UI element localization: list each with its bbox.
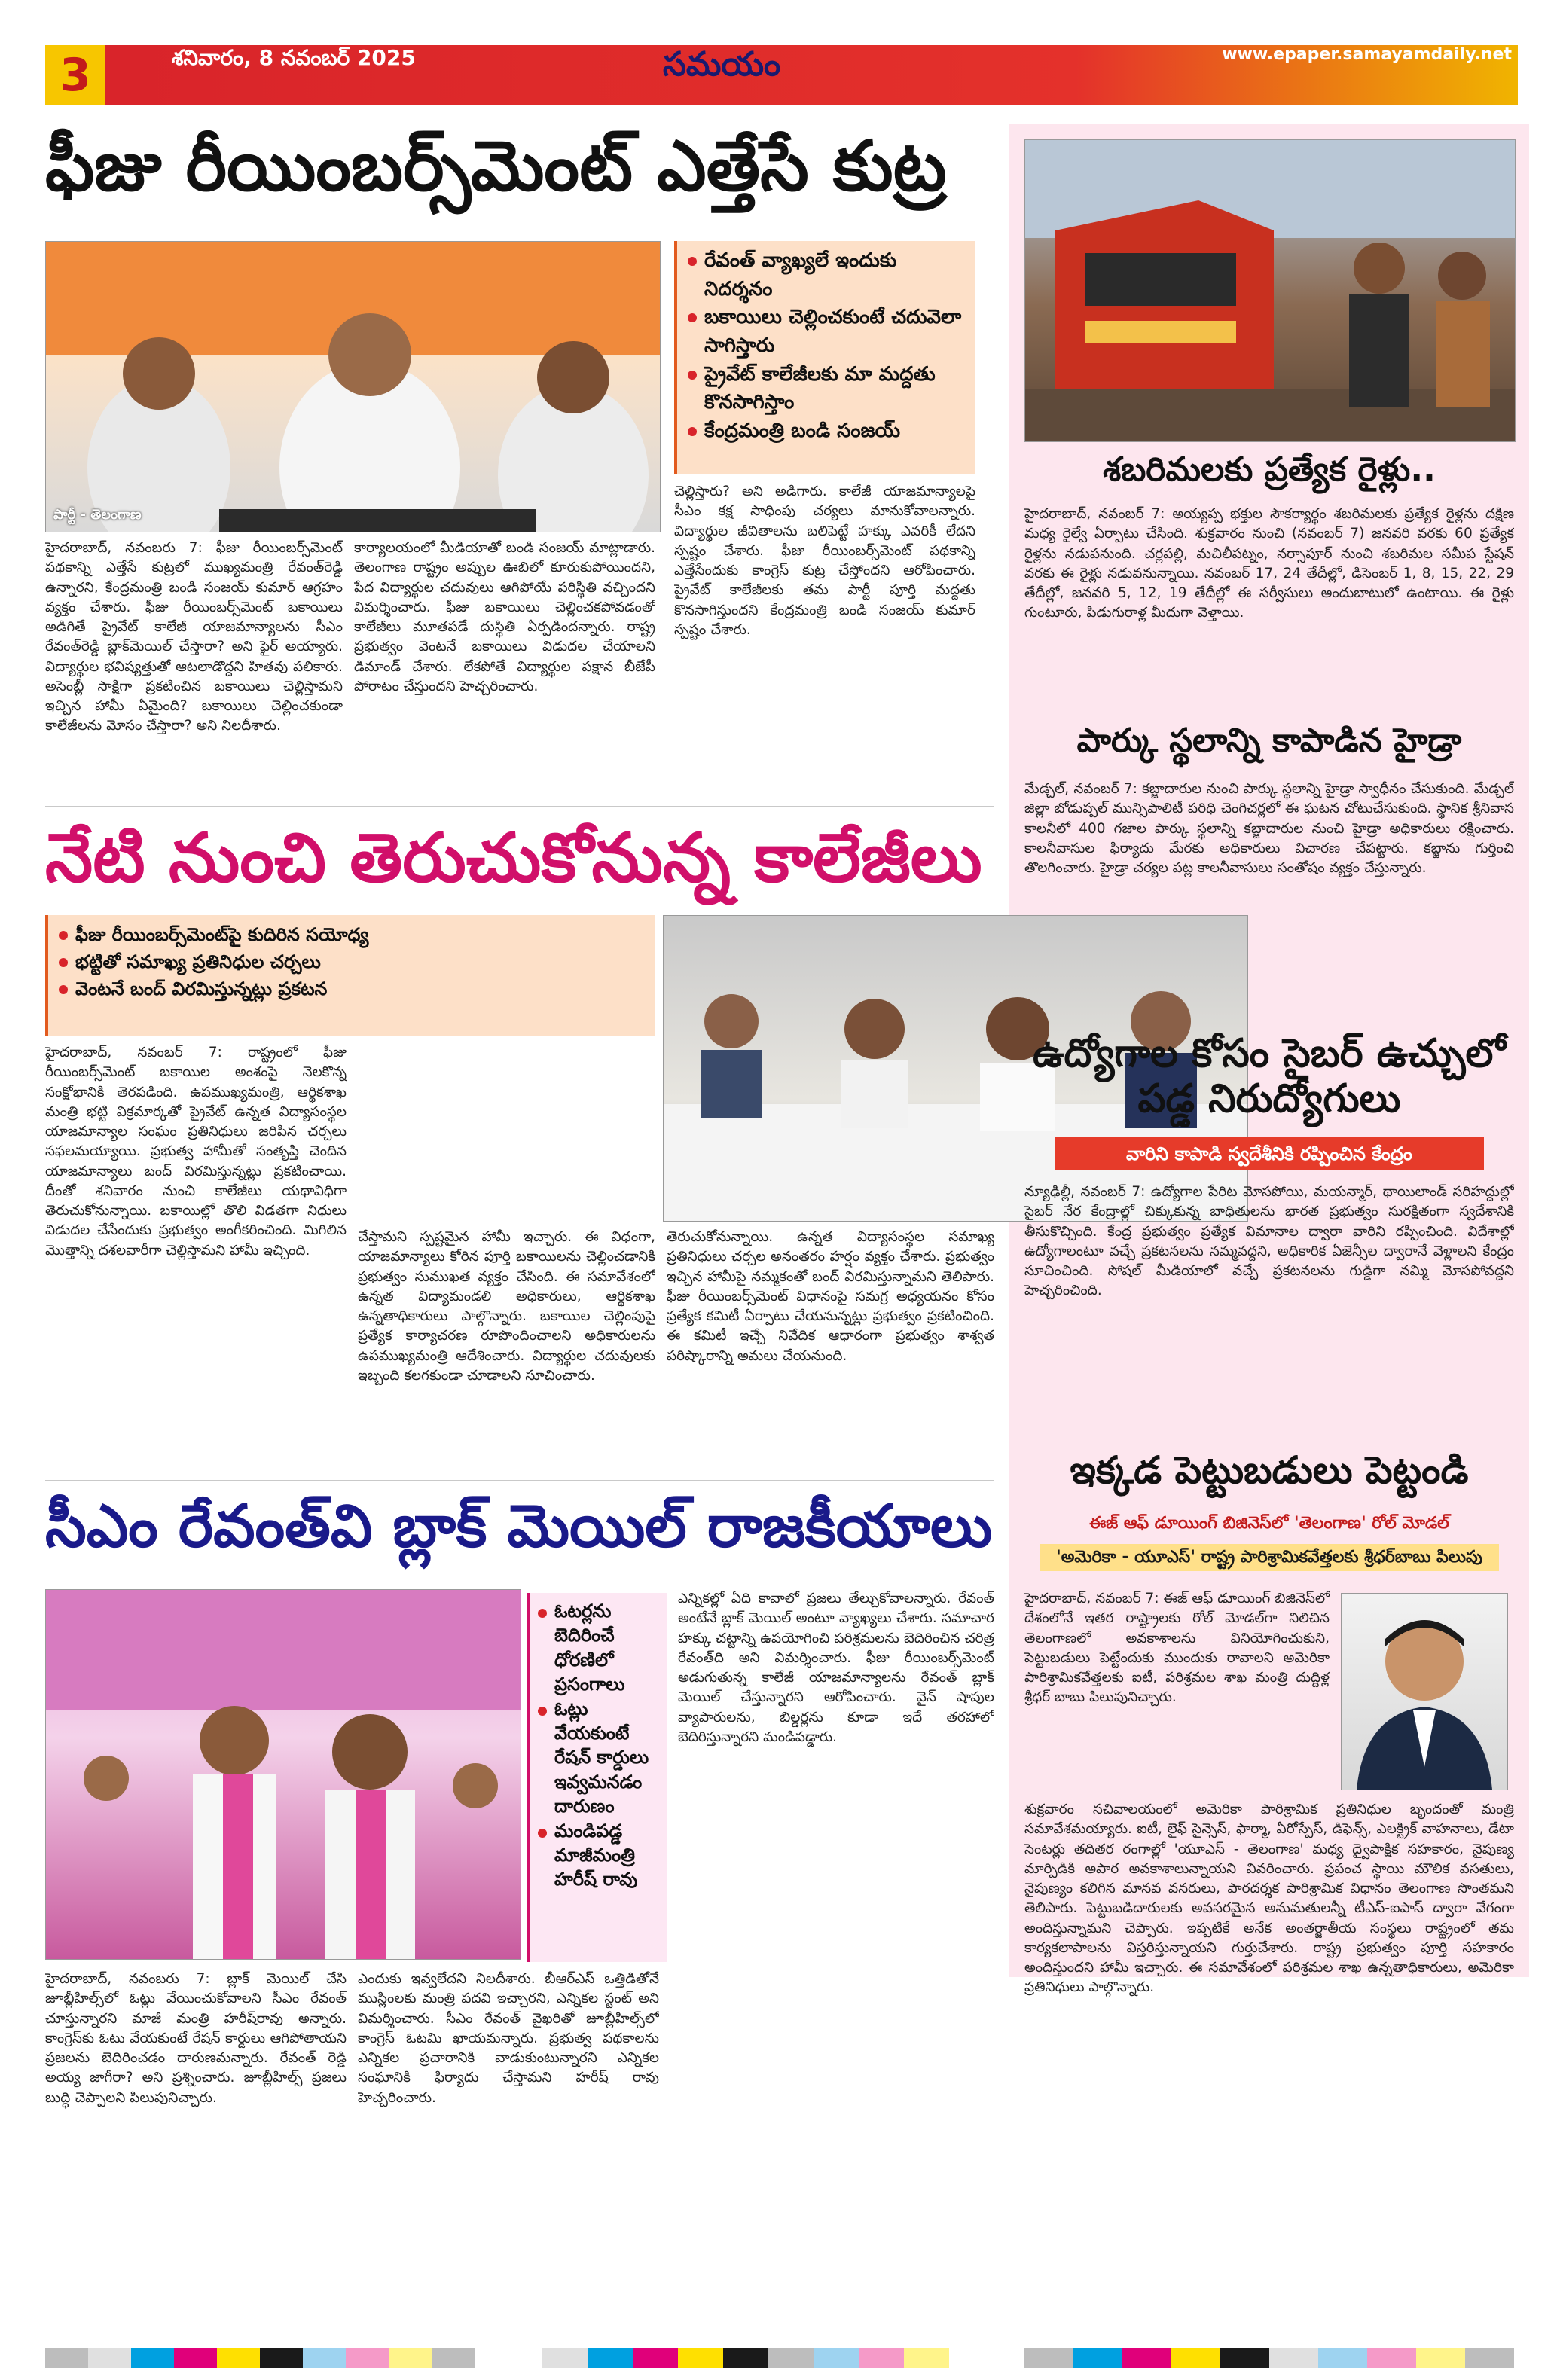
story1-text-col2: కార్యాలయంలో మీడియాతో బండి సంజయ్ మాట్లాడారు. తెలంగాణ రాష్ట్రం అప్పుల ఊబిలో కూరుకుపోయిందని, పేద విద్యార్థుల చదువులు ఆగిపోయే పరిస్థితి వచ్చిందని విమర్శించారు. ఫీజు బకాయిలు చెల్లించకపోవడంతో కాలేజీలు మూతపడే దుస్థితి ఏర్పడిందన్నారు. రాష్ట్ర ప్రభుత్వం వెంటనే బకాయిలు విడుదల చేయాలని డిమాండ్ చేశారు. లేకపోతే విద్యార్థుల పక్షాన బీజేపీ పోరాటం చేస్తుందని హెచ్చరించారు. xyxy=(354,540,655,694)
story4-text: హైదరాబాద్, నవంబర్ 7: అయ్యప్ప భక్తుల సౌకర్యార్థం శబరిమలకు ప్రత్యేక రైళ్లను దక్షిణ మధ్య రైల్వే ఏర్పాటు చేసింది. శుక్రవారం నుంచి (నవంబర్ 7) జనవరి వరకు 60 ప్రత్యేక రైళ్లను నడుపనుంది. చర్లపల్లి, మచిలీపట్నం, నర్సాపూర్ నుంచి శబరిమల సమీప స్టేషన్ వరకు ఈ రైళ్లు నడువనున్నాయి. నవంబర్ 17, 24 తేదీల్లో, డిసెంబర్ 1, 8, 15, 22, 29 తేదీల్లో, జనవరి 5, 12, 19 తేదీల్లో ఈ సర్వీసులు అందుబాటులో ఉంటాయి. ఈ రైళ్లు గుంటూరు, పిడుగురాళ్ల మీదుగా వెళ్తాయి. xyxy=(1024,506,1514,621)
story1-headline: ఫీజు రీయింబర్స్‌మెంట్ ఎత్తేసే కుట్ర xyxy=(45,126,947,206)
highlight-item: మండిపడ్డ మాజీమంత్రి హరీష్ రావు xyxy=(538,1819,659,1892)
divider xyxy=(45,806,994,807)
story7-text-top: హైదరాబాద్, నవంబర్ 7: ఈజ్ ఆఫ్ డూయింగ్ బిజినెస్‌లో దేశంలోనే ఇతర రాష్ట్రాలకు రోల్ మోడల్‌గా నిలిచిన తెలంగాణలో అవకాశాలను వినియోగించుకుని, పెట్టుబడులు పెట్టేందుకు ముందుకు రావాలని అమెరికా పారిశ్రామికవేత్తలకు ఐటీ, పరిశ్రమల శాఖ మంత్రి దుద్దిళ్ల శ్రీధర్ బాబు పిలుపునిచ్చారు. xyxy=(1024,1591,1330,1706)
story3-text-col1: హైదరాబాద్, నవంబరు 7: బ్లాక్ మెయిల్ చేసి జూబ్లీహిల్స్‌లో ఓట్లు వేయించుకోవాలని సీఎం రేవంత్ చూస్తున్నారని మాజీ మంత్రి హరీష్‌రావు అన్నారు. కాంగ్రెస్‌కు ఓటు వేయకుంటే రేషన్ కార్డులు ఆగిపోతాయని ప్రజలను బెదిరించడం దారుణమన్నారు. రేవంత్ రెడ్డి అయ్య జాగీరా? అని ప్రశ్నించారు. జూబ్లీహిల్స్ ప్రజలు బుద్ధి చెప్పాలని పిలుపునిచ్చారు. xyxy=(45,1971,347,2106)
story1-text-col1: హైదరాబాద్, నవంబరు 7: ఫీజు రీయింబర్స్‌మెంట్ పథకాన్ని ఎత్తేసే కుట్రలో ముఖ్యమంత్రి రేవంత్‌రెడ్డి ఉన్నారని, కేంద్రమంత్రి బండి సంజయ్ కుమార్ ఆగ్రహం వ్యక్తం చేశారు. ఫీజు రీయింబర్స్‌మెంట్ బకాయిలు అడిగితే ప్రైవేట్ కాలేజీ యాజమాన్యాలను సీఎం రేవంత్‌రెడ్డి బ్లాక్‌మెయిల్ చేస్తారా? అని ఫైర్ అయ్యారు. విద్యార్థుల భవిష్యత్తుతో ఆటలాడొద్దని హితవు పలికారు. అసెంబ్లీ సాక్షిగా ప్రకటించిన బకాయిలు చెల్లిస్తామని ఇచ్చిన హామీ ఏమైంది? బకాయిలు చెల్లించకుండా కాలేజీలను మోసం చేస్తారా? అని నిలదీశారు. xyxy=(45,540,343,734)
story3-headline: సీఎం రేవంత్‌వి బ్లాక్ మెయిల్ రాజకీయాలు xyxy=(45,1493,993,1561)
highlight-item: ప్రైవేట్ కాలేజీలకు మా మద్దతు కొనసాగిస్తాం xyxy=(688,361,965,417)
highlight-item: బకాయిలు చెల్లించకుంటే చదువెలా సాగిస్తారు xyxy=(688,304,965,360)
story5-headline: పార్కు స్థలాన్ని కాపాడిన హైడ్రా xyxy=(1076,722,1462,760)
issue-date: శనివారం, 8 నవంబర్ 2025 xyxy=(172,45,416,70)
story4-photo xyxy=(1024,139,1516,442)
highlight-item: కేంద్రమంత్రి బండి సంజయ్ xyxy=(688,417,965,446)
minister-portrait xyxy=(1342,1594,1507,1790)
highlight-item: ఓట్లు వేయకుంటే రేషన్ కార్డులు ఇవ్వమనడం దారుణం xyxy=(538,1697,659,1819)
story7-headline: ఇక్కడ పెట్టుబడులు పెట్టండి xyxy=(1070,1448,1469,1492)
highlight-item: రేవంత్ వ్యాఖ్యలే ఇందుకు నిదర్శనం xyxy=(688,247,965,304)
story7-photo xyxy=(1341,1593,1508,1790)
story6-text: న్యూఢిల్లీ, నవంబర్ 7: ఉద్యోగాల పేరిట మోసపోయి, మయన్మార్, థాయిలాండ్ సరిహద్దుల్లో సైబర్ నేర కేంద్రాల్లో చిక్కుకున్న బాధితులను భారత ప్రభుత్వం సురక్షితంగా స్వదేశానికి తీసుకొచ్చింది. కేంద్ర ప్రభుత్వం ప్రత్యేక విమానాల ద్వారా వారిని రప్పించింది. విదేశాల్లో ఉద్యోగాలంటూ వచ్చే ప్రకటనలను నమ్మవద్దని, అధికారిక ఏజెన్సీల ద్వారానే వెళ్లాలని కేంద్రం సూచించింది. సోషల్ మీడియాలో వచ్చే ప్రకటనలను గుడ్డిగా నమ్మి మోసపోవద్దని హెచ్చరించింది. xyxy=(1024,1184,1514,1299)
highlight-item: భట్టితో సమాఖ్య ప్రతినిధుల చర్చలు xyxy=(59,948,645,975)
story6-headline: ఉద్యోగాల కోసం సైబర్ ఉచ్చులో పడ్డ నిరుద్యోగులు xyxy=(1032,1031,1507,1121)
newspaper-brand: సమయం xyxy=(663,45,781,84)
story2-text-col1: హైదరాబాద్, నవంబర్ 7: రాష్ట్రంలో ఫీజు రీయింబర్స్‌మెంట్ బకాయిల అంశంపై నెలకొన్న సంక్షోభానికి తెరపడింది. ఉపముఖ్యమంత్రి, ఆర్థికశాఖ మంత్రి భట్టి విక్రమార్కతో ప్రైవేట్ ఉన్నత విద్యాసంస్థల యాజమాన్యాల సంఘం ప్రతినిధులు జరిపిన చర్చలు సఫలమయ్యాయి. ప్రభుత్వ హామీతో సంతృప్తి చెందిన యాజమాన్యాలు బంద్ విరమిస్తున్నట్లు ప్రకటించాయి. దీంతో శనివారం నుంచి కాలేజీలు యథావిధిగా తెరుచుకోనున్నాయి. బకాయిల్లో తొలి విడతగా నిధులు విడుదల చేసేందుకు ప్రభుత్వం అంగీకరించింది. మిగిలిన మొత్తాన్ని దశలవారీగా చెల్లిస్తామని హామీ ఇచ్చింది. xyxy=(45,1045,347,1259)
color-registration-bar xyxy=(542,2348,949,2368)
story6-subheadline: వారిని కాపాడి స్వదేశీనికి రప్పించిన కేంద్రం xyxy=(1055,1137,1484,1170)
story3-photo xyxy=(45,1589,521,1960)
story3-text-right: ఎన్నికల్లో ఏది కావాలో ప్రజలు తేల్చుకోవాలన్నారు. రేవంత్ అంటేనే బ్లాక్ మెయిల్ అంటూ వ్యాఖ్యలు చేశారు. సమాచార హక్కు చట్టాన్ని ఉపయోగించి పరిశ్రమలను బెదిరించిన చరిత్ర రేవంత్‌ది అని విమర్శించారు. ఫీజు రీయింబర్స్‌మెంట్ అడుగుతున్న కాలేజీ యాజమాన్యాలను రేవంత్ బ్లాక్ మెయిల్ చేస్తున్నారని ఆరోపించారు. వైన్ షాపుల వ్యాపారులను, బిల్డర్లను కూడా ఇదే తరహాలో బెదిరిస్తున్నారని మండిపడ్డారు. xyxy=(678,1591,994,1745)
story2-text-col2: చేస్తామని స్పష్టమైన హామీ ఇచ్చారు. ఈ విధంగా, యాజమాన్యాలు కోరిన పూర్తి బకాయిలను చెల్లించడానికి ప్రభుత్వం సుముఖత వ్యక్తం చేసింది. ఈ సమావేశంలో ఉన్నత విద్యామండలి అధికారులు, ఆర్థికశాఖ ఉన్నతాధికారులు పాల్గొన్నారు. బకాయిల చెల్లింపుపై ప్రత్యేక కార్యాచరణ రూపొందించాలని అధికారులను ఉపముఖ్యమంత్రి ఆదేశించారు. విద్యార్థుల చదువులకు ఇబ్బంది కలగకుండా చూడాలని సూచించారు. xyxy=(358,1229,655,1384)
story5-text: మేడ్చల్, నవంబర్ 7: కబ్జాదారుల నుంచి పార్కు స్థలాన్ని హైడ్రా స్వాధీనం చేసుకుంది. మేడ్చల్ జిల్లా బోడుప్పల్ మున్సిపాలిటీ పరిధి చెంగిచర్లలో ఈ ఘటన చోటుచేసుకుంది. స్థానిక శ్రీనివాస కాలనీలో 400 గజాల పార్కు స్థలాన్ని కబ్జాదారుల నుంచి హైడ్రా అధికారులు రక్షించారు. కాలనీవాసుల ఫిర్యాదు మేరకు అధికారులు విచారణ చేపట్టారు. కబ్జాను గుర్తించి తొలగించారు. హైడ్రా చర్యల పట్ల కాలనీవాసులు సంతోషం వ్యక్తం చేస్తున్నారు. xyxy=(1024,781,1514,877)
story4-headline: శబరిమలకు ప్రత్యేక రైళ్లు.. xyxy=(1103,450,1436,489)
story3-text-col2: ఎందుకు ఇవ్వలేదని నిలదీశారు. బీఆర్‌ఎస్ ఒత్తిడితోనే ముస్లింలకు మంత్రి పదవి ఇచ్చారని, ఎన్నికల స్టంట్ అని విమర్శించారు. సీఎం రేవంత్ వైఖరితో జూబ్లీహిల్స్‌లో కాంగ్రెస్ ఓటమి ఖాయమన్నారు. ప్రభుత్వ పథకాలను ఎన్నికల ప్రచారానికి వాడుకుంటున్నారని ఎన్నికల సంఘానికి ఫిర్యాదు చేస్తామని హరీష్ రావు హెచ్చరించారు. xyxy=(358,1971,659,2106)
story3-highlights xyxy=(527,1593,667,1962)
story7-text-bottom: శుక్రవారం సచివాలయంలో అమెరికా పారిశ్రామిక ప్రతినిధుల బృందంతో మంత్రి సమావేశమయ్యారు. ఐటీ, లైఫ్ సైన్సెస్, ఫార్మా, ఏరోస్పేస్, డిఫెన్స్, ఎలక్ట్రిక్ వాహనాలు, డేటా సెంటర్లు తదితర రంగాల్లో 'యూఎస్ - తెలంగాణ' మధ్య ద్వైపాక్షిక సహకారం, నైపుణ్య మార్పిడికి అపార అవకాశాలున్నాయని వివరించారు. ప్రపంచ స్థాయి మౌలిక వసతులు, నైపుణ్యం కలిగిన మానవ వనరులు, పారదర్శక పారిశ్రామిక విధానం తెలంగాణ సొంతమని తెలిపారు. పెట్టుబడిదారులకు అవసరమైన అనుమతులన్నీ టీఎస్-ఐపాస్ ద్వారా వేగంగా అందిస్తున్నామని చెప్పారు. ఇప్పటికే అనేక అంతర్జాతీయ సంస్థలు రాష్ట్రంలో తమ కార్యకలాపాలను విస్తరిస్తున్నాయని గుర్తుచేశారు. రాష్ట్ర ప్రభుత్వం పూర్తి సహకారం అందిస్తుందని హామీ ఇచ్చారు. ఈ సమావేశంలో పరిశ్రమల శాఖ ఉన్నతాధికారులు, అమెరికా ప్రతినిధులు పాల్గొన్నారు. xyxy=(1024,1802,1514,1996)
divider xyxy=(45,1480,994,1481)
story1-text-col3: చెల్లిస్తారు? అని అడిగారు. కాలేజీ యాజమాన్యాలపై సీఎం కక్ష సాధింపు చర్యలు మానుకోవాలన్నారు. విద్యార్థుల జీవితాలను బలిపెట్టే హక్కు ఎవరికీ లేదని స్పష్టం చేశారు. ఫీజు రీయింబర్స్‌మెంట్ పథకాన్ని ఎత్తేసేందుకు కాంగ్రెస్ కుట్ర చేస్తోందని ఆరోపించారు. ప్రైవేట్ కాలేజీలకు తమ పార్టీ పూర్తి మద్దతు కొనసాగిస్తుందని కేంద్రమంత్రి బండి సంజయ్ కుమార్ స్పష్టం చేశారు. xyxy=(674,484,975,638)
highlight-item: ఫీజు రీయింబర్స్‌మెంట్‌పై కుదిరిన సయోధ్య xyxy=(59,921,645,948)
page-number: 3 xyxy=(45,45,105,105)
rally-illustration xyxy=(46,1590,521,1959)
train-illustration xyxy=(1025,140,1515,441)
highlight-item: ఓటర్లను బెదిరించే ధోరణిలో ప్రసంగాలు xyxy=(538,1599,659,1697)
story1-photo xyxy=(45,241,661,532)
story2-text-col3: తెరుచుకోనున్నాయి. ఉన్నత విద్యాసంస్థల సమాఖ్య ప్రతినిధులు చర్చల అనంతరం హర్షం వ్యక్తం చేశారు. ప్రభుత్వం ఇచ్చిన హామీపై నమ్మకంతో బంద్ విరమిస్తున్నామని తెలిపారు. ఫీజు రీయింబర్స్‌మెంట్ విధానంపై సమగ్ర అధ్యయనం కోసం ప్రత్యేక కమిటీ ఏర్పాటు చేయనున్నట్లు ప్రభుత్వం ప్రకటించింది. ఈ కమిటీ ఇచ్చే నివేదిక ఆధారంగా ప్రభుత్వం శాశ్వత పరిష్కారాన్ని అమలు చేయనుంది. xyxy=(667,1229,994,1364)
color-registration-bar xyxy=(45,2348,475,2368)
story2-headline: నేటి నుంచి తెరుచుకోనున్న కాలేజీలు xyxy=(45,819,982,898)
highlight-item: వెంటనే బంద్ విరమిస్తున్నట్లు ప్రకటన xyxy=(59,975,645,1002)
story1-highlights xyxy=(674,241,975,474)
website-link[interactable]: www.epaper.samayamdaily.net xyxy=(1222,45,1512,64)
story1-photo-caption: పార్టీ - తెలంగాణ xyxy=(53,507,142,523)
press-meet-illustration xyxy=(46,242,660,532)
story7-subheadline-1: ఈజ్ ఆఫ్ డూయింగ్ బిజినెస్‌లో 'తెలంగాణ' రోల్ మోడల్ xyxy=(1089,1514,1449,1533)
story2-highlights xyxy=(45,915,655,1036)
story7-subheadline-2: 'అమెరికా - యూఎస్' రాష్ట్ర పారిశ్రామికవేత్తలకు శ్రీధర్‌బాబు పిలుపు xyxy=(1040,1544,1499,1571)
color-registration-bar xyxy=(1024,2348,1514,2368)
